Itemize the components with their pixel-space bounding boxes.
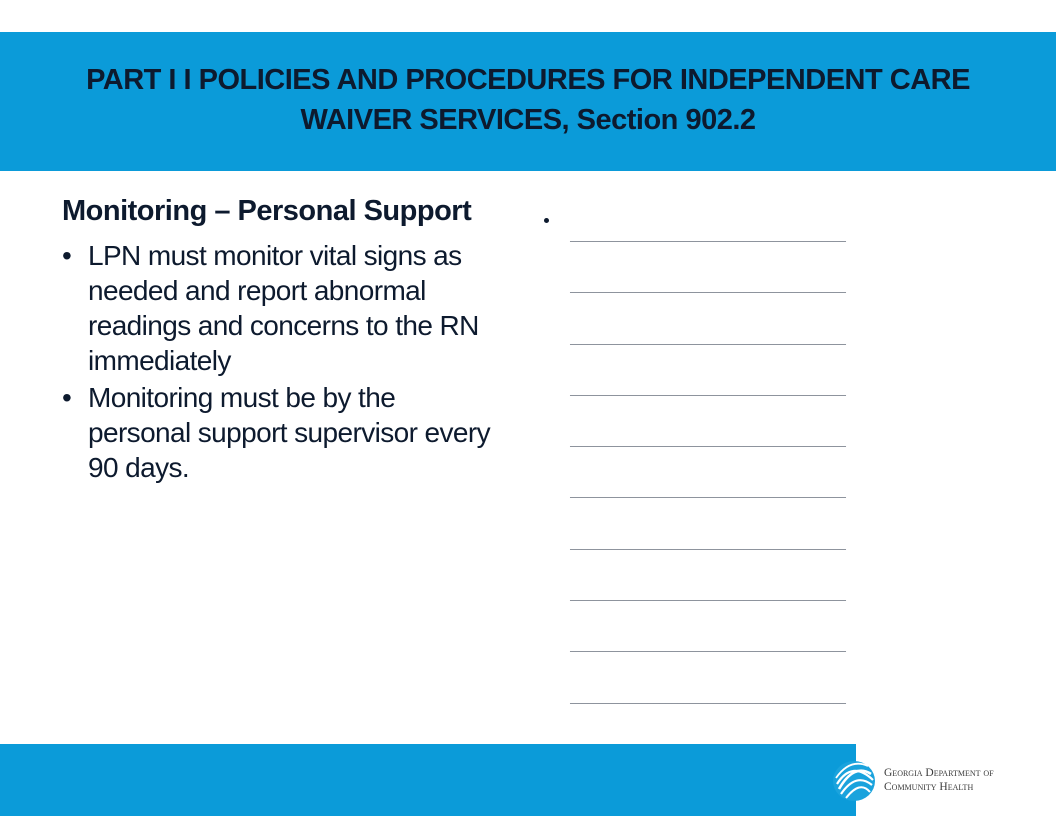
slide-title: PART I I POLICIES AND PROCEDURES FOR INDEPENDENT CARE WAIVER SERVICES, Section 902.2 [86,64,970,136]
footer-band [0,744,856,816]
logo-text [884,766,994,794]
note-line: ______________________________________________ [570,644,847,656]
gdch-logo [830,758,1020,804]
note-line: ______________________________________________ [570,387,847,399]
logo-text-line1: Georgia Department of [884,767,994,779]
note-line: ______________________________________________ [570,285,847,297]
bullet-mark: • [62,382,72,413]
note-line: ______________________________________________ [570,541,847,553]
note-line: ______________________________________________ [570,695,847,707]
note-line: ______________________________________________ [570,490,847,502]
bullet-text: LPN must monitor vital signs as needed and report abnormal readings and concerns to the RN immediately [88,240,479,376]
note-line: ______________________________________________ [570,336,847,348]
gdch-logo-icon [830,758,878,804]
note-line: ______________________________________________ [570,234,847,245]
section-heading: Monitoring – Personal Support [62,195,472,227]
notes-bullet-dot [544,218,549,223]
bullet-text: Monitoring must be by the personal support supervisor every 90 days. [88,382,490,483]
note-line: ______________________________________________ [570,439,847,451]
bullet-item [62,380,492,485]
logo-text-line2: Community Health [884,781,974,793]
notes-lines [570,214,846,727]
note-line: ______________________________________________ [570,593,847,605]
bullet-list [62,238,492,487]
bullet-item [62,238,492,378]
bullet-mark: • [62,240,72,271]
